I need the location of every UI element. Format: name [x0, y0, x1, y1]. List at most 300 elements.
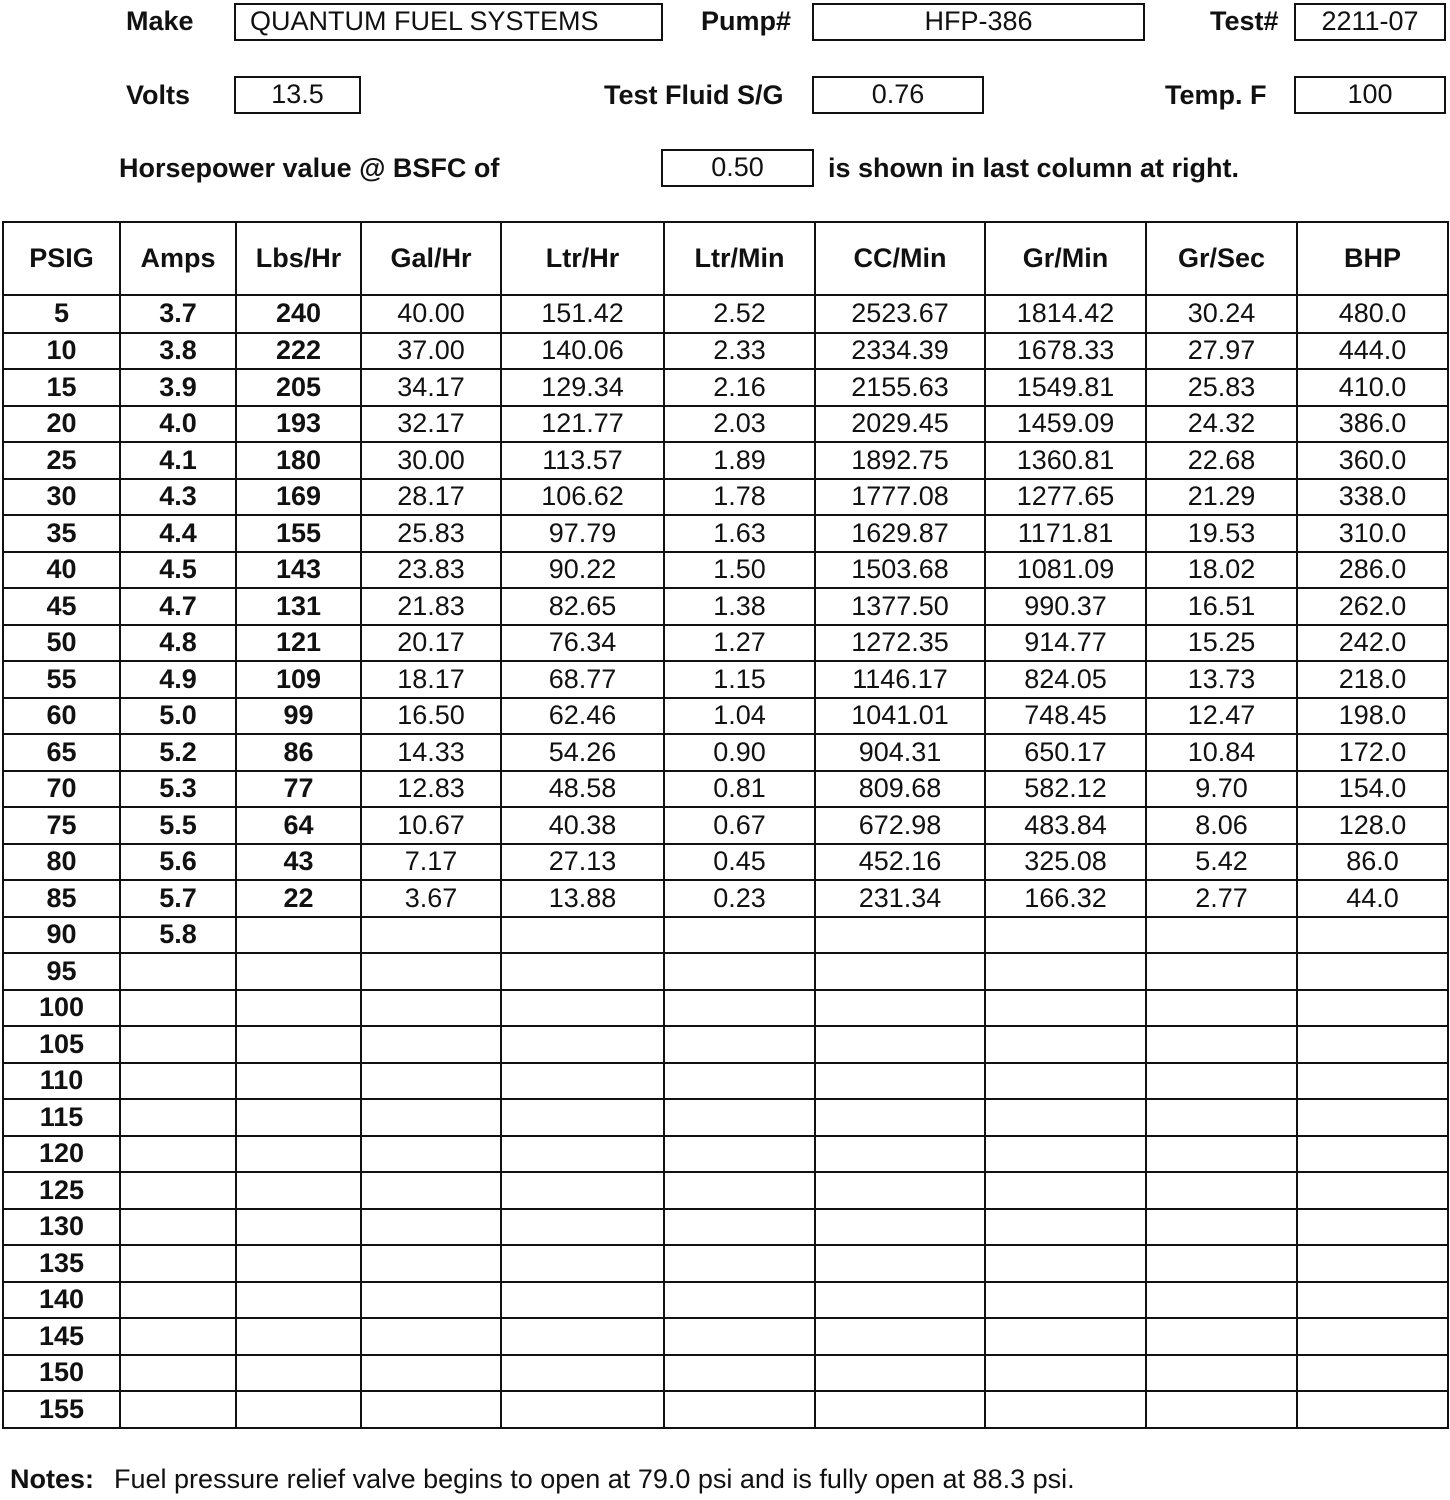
- table-cell: 30.00: [361, 442, 501, 479]
- table-cell: 10.84: [1146, 734, 1297, 771]
- table-cell: 4.9: [120, 661, 236, 698]
- table-cell: 1777.08: [815, 479, 985, 516]
- table-cell: 21.83: [361, 588, 501, 625]
- table-cell: [1146, 1318, 1297, 1355]
- table-cell: [1146, 1063, 1297, 1100]
- table-cell: [664, 917, 815, 954]
- table-cell: [1146, 1355, 1297, 1392]
- table-cell: [664, 1318, 815, 1355]
- table-cell: 55: [3, 661, 120, 698]
- table-cell: 90.22: [501, 552, 664, 589]
- table-cell: 100: [3, 990, 120, 1027]
- table-cell: 3.67: [361, 880, 501, 917]
- table-cell: 5.2: [120, 734, 236, 771]
- table-cell: [815, 1136, 985, 1173]
- table-cell: [664, 1136, 815, 1173]
- table-cell: 914.77: [985, 625, 1146, 662]
- fluid-label: Test Fluid S/G: [604, 80, 784, 110]
- table-cell: [501, 953, 664, 990]
- table-cell: 131: [236, 588, 361, 625]
- table-row: [3, 734, 1448, 771]
- table-row: [3, 295, 1448, 333]
- table-cell: [1146, 917, 1297, 954]
- table-cell: [120, 1026, 236, 1063]
- table-cell: [501, 1282, 664, 1319]
- table-cell: 0.81: [664, 771, 815, 808]
- table-cell: 205: [236, 369, 361, 406]
- table-cell: 193: [236, 406, 361, 443]
- table-cell: [664, 990, 815, 1027]
- test-field[interactable]: 2211-07: [1294, 3, 1446, 41]
- table-cell: [1297, 1026, 1448, 1063]
- table-cell: 32.17: [361, 406, 501, 443]
- table-cell: [1146, 1026, 1297, 1063]
- table-cell: 90: [3, 917, 120, 954]
- table-cell: [236, 1136, 361, 1173]
- table-cell: 452.16: [815, 844, 985, 881]
- table-cell: 14.33: [361, 734, 501, 771]
- hp-suffix: is shown in last column at right.: [828, 153, 1240, 183]
- table-cell: [236, 1355, 361, 1392]
- table-cell: 10.67: [361, 807, 501, 844]
- table-cell: 0.45: [664, 844, 815, 881]
- table-cell: [1146, 1209, 1297, 1246]
- table-cell: [815, 1026, 985, 1063]
- column-header: Gal/Hr: [361, 222, 501, 295]
- table-cell: [815, 917, 985, 954]
- table-row: [3, 807, 1448, 844]
- table-cell: 30.24: [1146, 295, 1297, 333]
- table-cell: 3.8: [120, 333, 236, 370]
- table-cell: [1297, 1318, 1448, 1355]
- table-cell: [501, 1355, 664, 1392]
- table-cell: [985, 1099, 1146, 1136]
- table-cell: 7.17: [361, 844, 501, 881]
- table-cell: 1.15: [664, 661, 815, 698]
- notes-label: Notes:: [10, 1464, 95, 1494]
- test-label: Test#: [1210, 6, 1279, 36]
- volts-label: Volts: [126, 80, 191, 110]
- table-row: [3, 698, 1448, 735]
- table-cell: 1629.87: [815, 515, 985, 552]
- table-cell: 410.0: [1297, 369, 1448, 406]
- table-cell: 40.38: [501, 807, 664, 844]
- table-cell: 110: [3, 1063, 120, 1100]
- table-cell: [361, 990, 501, 1027]
- table-row: [3, 442, 1448, 479]
- table-row: [3, 917, 1448, 954]
- table-cell: [815, 1099, 985, 1136]
- table-cell: [361, 1026, 501, 1063]
- table-cell: [985, 990, 1146, 1027]
- table-cell: 1360.81: [985, 442, 1146, 479]
- table-cell: [236, 990, 361, 1027]
- table-cell: [1297, 1282, 1448, 1319]
- table-cell: 4.3: [120, 479, 236, 516]
- fluid-field[interactable]: 0.76: [812, 76, 984, 114]
- table-cell: 13.73: [1146, 661, 1297, 698]
- table-cell: 240: [236, 295, 361, 333]
- table-row: [3, 552, 1448, 589]
- table-cell: 109: [236, 661, 361, 698]
- table-cell: 154.0: [1297, 771, 1448, 808]
- table-cell: 62.46: [501, 698, 664, 735]
- table-cell: 990.37: [985, 588, 1146, 625]
- table-cell: 4.0: [120, 406, 236, 443]
- table-cell: 231.34: [815, 880, 985, 917]
- table-cell: 34.17: [361, 369, 501, 406]
- table-cell: 95: [3, 953, 120, 990]
- table-cell: 4.4: [120, 515, 236, 552]
- table-cell: [236, 1245, 361, 1282]
- table-row: [3, 1282, 1448, 1319]
- table-cell: [985, 1282, 1146, 1319]
- table-row: [3, 1355, 1448, 1392]
- table-cell: 286.0: [1297, 552, 1448, 589]
- table-row: [3, 1391, 1448, 1428]
- table-cell: 386.0: [1297, 406, 1448, 443]
- table-cell: 9.70: [1146, 771, 1297, 808]
- flow-table: [2, 221, 1449, 1429]
- table-cell: 1.50: [664, 552, 815, 589]
- table-cell: [664, 953, 815, 990]
- make-field[interactable]: QUANTUM FUEL SYSTEMS: [234, 3, 663, 41]
- table-cell: 65: [3, 734, 120, 771]
- table-cell: 37.00: [361, 333, 501, 370]
- table-cell: 3.9: [120, 369, 236, 406]
- table-cell: [985, 1026, 1146, 1063]
- table-cell: 1.38: [664, 588, 815, 625]
- table-cell: [120, 1099, 236, 1136]
- table-row: [3, 333, 1448, 370]
- table-cell: 85: [3, 880, 120, 917]
- table-cell: [985, 1355, 1146, 1392]
- table-cell: [361, 1209, 501, 1246]
- table-cell: 325.08: [985, 844, 1146, 881]
- table-cell: 54.26: [501, 734, 664, 771]
- table-cell: [361, 1355, 501, 1392]
- table-cell: 0.67: [664, 807, 815, 844]
- table-row: [3, 479, 1448, 516]
- table-cell: 12.47: [1146, 698, 1297, 735]
- table-cell: 130: [3, 1209, 120, 1246]
- table-cell: 5.6: [120, 844, 236, 881]
- table-cell: [361, 1099, 501, 1136]
- table-cell: 360.0: [1297, 442, 1448, 479]
- table-cell: [1297, 1355, 1448, 1392]
- table-cell: 20.17: [361, 625, 501, 662]
- table-cell: 15.25: [1146, 625, 1297, 662]
- table-cell: [815, 1391, 985, 1428]
- table-cell: 121.77: [501, 406, 664, 443]
- table-cell: [1146, 1282, 1297, 1319]
- bsfc-field[interactable]: 0.50: [661, 149, 814, 187]
- table-cell: 76.34: [501, 625, 664, 662]
- table-cell: 222: [236, 333, 361, 370]
- table-cell: [501, 1136, 664, 1173]
- table-cell: 27.97: [1146, 333, 1297, 370]
- table-cell: [664, 1172, 815, 1209]
- table-cell: 68.77: [501, 661, 664, 698]
- table-cell: [236, 1209, 361, 1246]
- table-cell: 21.29: [1146, 479, 1297, 516]
- table-row: [3, 1136, 1448, 1173]
- table-cell: [664, 1355, 815, 1392]
- table-cell: 1272.35: [815, 625, 985, 662]
- table-cell: 0.23: [664, 880, 815, 917]
- table-cell: [664, 1099, 815, 1136]
- table-row: [3, 880, 1448, 917]
- table-cell: [361, 1245, 501, 1282]
- column-header: Gr/Sec: [1146, 222, 1297, 295]
- table-cell: 43: [236, 844, 361, 881]
- table-cell: [815, 990, 985, 1027]
- table-row: [3, 625, 1448, 662]
- table-cell: [815, 1063, 985, 1100]
- table-cell: [501, 1063, 664, 1100]
- table-cell: 2.16: [664, 369, 815, 406]
- table-row: [3, 1172, 1448, 1209]
- column-header: PSIG: [3, 222, 120, 295]
- table-cell: 1549.81: [985, 369, 1146, 406]
- temp-label: Temp. F: [1165, 80, 1267, 110]
- table-header-row: [3, 222, 1448, 295]
- table-cell: 1503.68: [815, 552, 985, 589]
- table-cell: 1377.50: [815, 588, 985, 625]
- table-row: [3, 771, 1448, 808]
- table-cell: [361, 1172, 501, 1209]
- pump-field[interactable]: HFP-386: [812, 3, 1145, 41]
- table-cell: 30: [3, 479, 120, 516]
- table-cell: [120, 1136, 236, 1173]
- table-cell: 25.83: [1146, 369, 1297, 406]
- table-cell: 338.0: [1297, 479, 1448, 516]
- table-cell: 22: [236, 880, 361, 917]
- column-header: Ltr/Hr: [501, 222, 664, 295]
- table-cell: [985, 917, 1146, 954]
- table-cell: 86: [236, 734, 361, 771]
- table-cell: 13.88: [501, 880, 664, 917]
- make-label: Make: [126, 6, 194, 36]
- hp-label: Horsepower value @ BSFC of: [119, 153, 500, 183]
- table-cell: [1146, 953, 1297, 990]
- table-cell: [815, 1318, 985, 1355]
- table-cell: [236, 1099, 361, 1136]
- table-cell: 5.8: [120, 917, 236, 954]
- table-cell: 483.84: [985, 807, 1146, 844]
- table-cell: 310.0: [1297, 515, 1448, 552]
- table-cell: 444.0: [1297, 333, 1448, 370]
- table-cell: 1.63: [664, 515, 815, 552]
- table-cell: 1459.09: [985, 406, 1146, 443]
- table-cell: 582.12: [985, 771, 1146, 808]
- column-header: BHP: [1297, 222, 1448, 295]
- table-cell: 18.02: [1146, 552, 1297, 589]
- table-cell: 166.32: [985, 880, 1146, 917]
- table-cell: 1081.09: [985, 552, 1146, 589]
- pump-label: Pump#: [701, 6, 792, 36]
- table-cell: 650.17: [985, 734, 1146, 771]
- table-cell: 1.27: [664, 625, 815, 662]
- table-cell: 1171.81: [985, 515, 1146, 552]
- table-cell: [815, 1282, 985, 1319]
- table-cell: [120, 1063, 236, 1100]
- table-cell: [361, 953, 501, 990]
- table-cell: 64: [236, 807, 361, 844]
- table-cell: [815, 1209, 985, 1246]
- column-header: Ltr/Min: [664, 222, 815, 295]
- table-row: [3, 1063, 1448, 1100]
- table-cell: 121: [236, 625, 361, 662]
- table-cell: [1146, 1099, 1297, 1136]
- table-cell: 4.5: [120, 552, 236, 589]
- table-cell: 44.0: [1297, 880, 1448, 917]
- table-row: [3, 1209, 1448, 1246]
- table-cell: [361, 1063, 501, 1100]
- table-cell: 99: [236, 698, 361, 735]
- table-cell: 1.89: [664, 442, 815, 479]
- temp-field[interactable]: 100: [1294, 76, 1446, 114]
- table-cell: 60: [3, 698, 120, 735]
- table-cell: [501, 1245, 664, 1282]
- table-cell: [236, 953, 361, 990]
- table-cell: 45: [3, 588, 120, 625]
- table-cell: [664, 1245, 815, 1282]
- table-cell: 4.8: [120, 625, 236, 662]
- table-cell: [664, 1063, 815, 1100]
- table-cell: 672.98: [815, 807, 985, 844]
- column-header: Lbs/Hr: [236, 222, 361, 295]
- table-cell: [985, 1063, 1146, 1100]
- table-cell: [985, 1245, 1146, 1282]
- table-cell: [120, 1318, 236, 1355]
- table-cell: 12.83: [361, 771, 501, 808]
- table-cell: 22.68: [1146, 442, 1297, 479]
- table-cell: 2.03: [664, 406, 815, 443]
- table-cell: 262.0: [1297, 588, 1448, 625]
- table-cell: [120, 1209, 236, 1246]
- table-cell: [236, 1282, 361, 1319]
- table-row: [3, 406, 1448, 443]
- table-cell: 5.0: [120, 698, 236, 735]
- volts-field[interactable]: 13.5: [234, 76, 361, 114]
- table-cell: 748.45: [985, 698, 1146, 735]
- table-cell: 40: [3, 552, 120, 589]
- table-cell: 5.3: [120, 771, 236, 808]
- table-cell: 97.79: [501, 515, 664, 552]
- table-cell: [985, 1209, 1146, 1246]
- table-cell: 1041.01: [815, 698, 985, 735]
- table-cell: 113.57: [501, 442, 664, 479]
- table-cell: 2.77: [1146, 880, 1297, 917]
- table-cell: [236, 1391, 361, 1428]
- table-cell: 129.34: [501, 369, 664, 406]
- table-cell: [361, 1282, 501, 1319]
- table-row: [3, 515, 1448, 552]
- table-cell: [501, 917, 664, 954]
- table-cell: [120, 953, 236, 990]
- table-cell: 50: [3, 625, 120, 662]
- table-cell: [361, 1318, 501, 1355]
- table-cell: 140: [3, 1282, 120, 1319]
- table-row: [3, 990, 1448, 1027]
- table-cell: 1892.75: [815, 442, 985, 479]
- table-cell: [1297, 1136, 1448, 1173]
- table-cell: 218.0: [1297, 661, 1448, 698]
- table-cell: 180: [236, 442, 361, 479]
- table-cell: [1297, 1063, 1448, 1100]
- table-cell: 77: [236, 771, 361, 808]
- table-cell: 169: [236, 479, 361, 516]
- table-cell: [985, 1391, 1146, 1428]
- table-row: [3, 953, 1448, 990]
- table-cell: [815, 1355, 985, 1392]
- table-cell: 25.83: [361, 515, 501, 552]
- table-cell: 0.90: [664, 734, 815, 771]
- table-cell: 1678.33: [985, 333, 1146, 370]
- table-cell: 80: [3, 844, 120, 881]
- table-cell: 2155.63: [815, 369, 985, 406]
- table-cell: 106.62: [501, 479, 664, 516]
- table-cell: [501, 1318, 664, 1355]
- table-cell: 809.68: [815, 771, 985, 808]
- table-cell: 1146.17: [815, 661, 985, 698]
- table-cell: 1.04: [664, 698, 815, 735]
- table-cell: [664, 1209, 815, 1246]
- table-cell: [1146, 1172, 1297, 1209]
- table-cell: [815, 1172, 985, 1209]
- table-cell: 19.53: [1146, 515, 1297, 552]
- table-cell: 2.33: [664, 333, 815, 370]
- table-row: [3, 1245, 1448, 1282]
- table-cell: 27.13: [501, 844, 664, 881]
- notes: [10, 1466, 1075, 1493]
- table-cell: [501, 990, 664, 1027]
- table-cell: 4.1: [120, 442, 236, 479]
- table-cell: 120: [3, 1136, 120, 1173]
- table-cell: [664, 1026, 815, 1063]
- table-cell: 151.42: [501, 295, 664, 333]
- table-cell: [664, 1282, 815, 1319]
- table-cell: [1297, 1245, 1448, 1282]
- table-cell: 10: [3, 333, 120, 370]
- table-cell: 1277.65: [985, 479, 1146, 516]
- column-header: Amps: [120, 222, 236, 295]
- table-cell: [120, 990, 236, 1027]
- table-cell: [120, 1245, 236, 1282]
- table-cell: 48.58: [501, 771, 664, 808]
- table-cell: 143: [236, 552, 361, 589]
- table-cell: 125: [3, 1172, 120, 1209]
- table-cell: [815, 953, 985, 990]
- table-cell: [120, 1355, 236, 1392]
- table-cell: [1146, 1136, 1297, 1173]
- table-cell: [236, 917, 361, 954]
- table-row: [3, 1318, 1448, 1355]
- table-cell: 115: [3, 1099, 120, 1136]
- table-cell: 86.0: [1297, 844, 1448, 881]
- table-cell: 3.7: [120, 295, 236, 333]
- table-cell: 2523.67: [815, 295, 985, 333]
- table-cell: [1146, 1391, 1297, 1428]
- table-cell: 40.00: [361, 295, 501, 333]
- table-cell: 172.0: [1297, 734, 1448, 771]
- table-cell: [501, 1099, 664, 1136]
- table-cell: 23.83: [361, 552, 501, 589]
- table-cell: 24.32: [1146, 406, 1297, 443]
- table-cell: 155: [3, 1391, 120, 1428]
- table-cell: [236, 1318, 361, 1355]
